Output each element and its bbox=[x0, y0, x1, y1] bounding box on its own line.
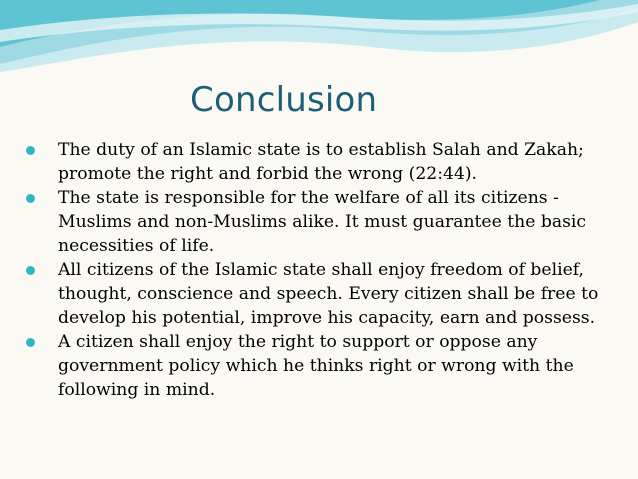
bullet-item bbox=[22, 330, 622, 402]
bullet-item bbox=[22, 186, 622, 258]
bullet-dot-icon bbox=[26, 338, 35, 347]
bullet-text: The state is responsible for the welfare of all its citizens - Muslims and non-Muslims alike. It must guarantee the basic necessities of life. bbox=[58, 188, 587, 256]
bullet-item bbox=[22, 258, 622, 330]
bullet-text: All citizens of the Islamic state shall enjoy freedom of belief, thought, conscience and speech. Every citizen shall be free to develop his potential, improve his capacity, earn and possess. bbox=[58, 260, 599, 328]
bullet-list bbox=[22, 138, 622, 402]
header-wave-decoration bbox=[0, 0, 638, 75]
slide-title: Conclusion bbox=[190, 80, 378, 120]
bullet-item bbox=[22, 138, 622, 186]
bullet-text: A citizen shall enjoy the right to support or oppose any government policy which he thinks right or wrong with the following in mind. bbox=[58, 332, 574, 400]
bullet-text: The duty of an Islamic state is to establish Salah and Zakah; promote the right and forbid the wrong (22:44). bbox=[58, 140, 584, 184]
bullet-dot-icon bbox=[26, 146, 35, 155]
bullet-dot-icon bbox=[26, 266, 35, 275]
bullet-dot-icon bbox=[26, 194, 35, 203]
